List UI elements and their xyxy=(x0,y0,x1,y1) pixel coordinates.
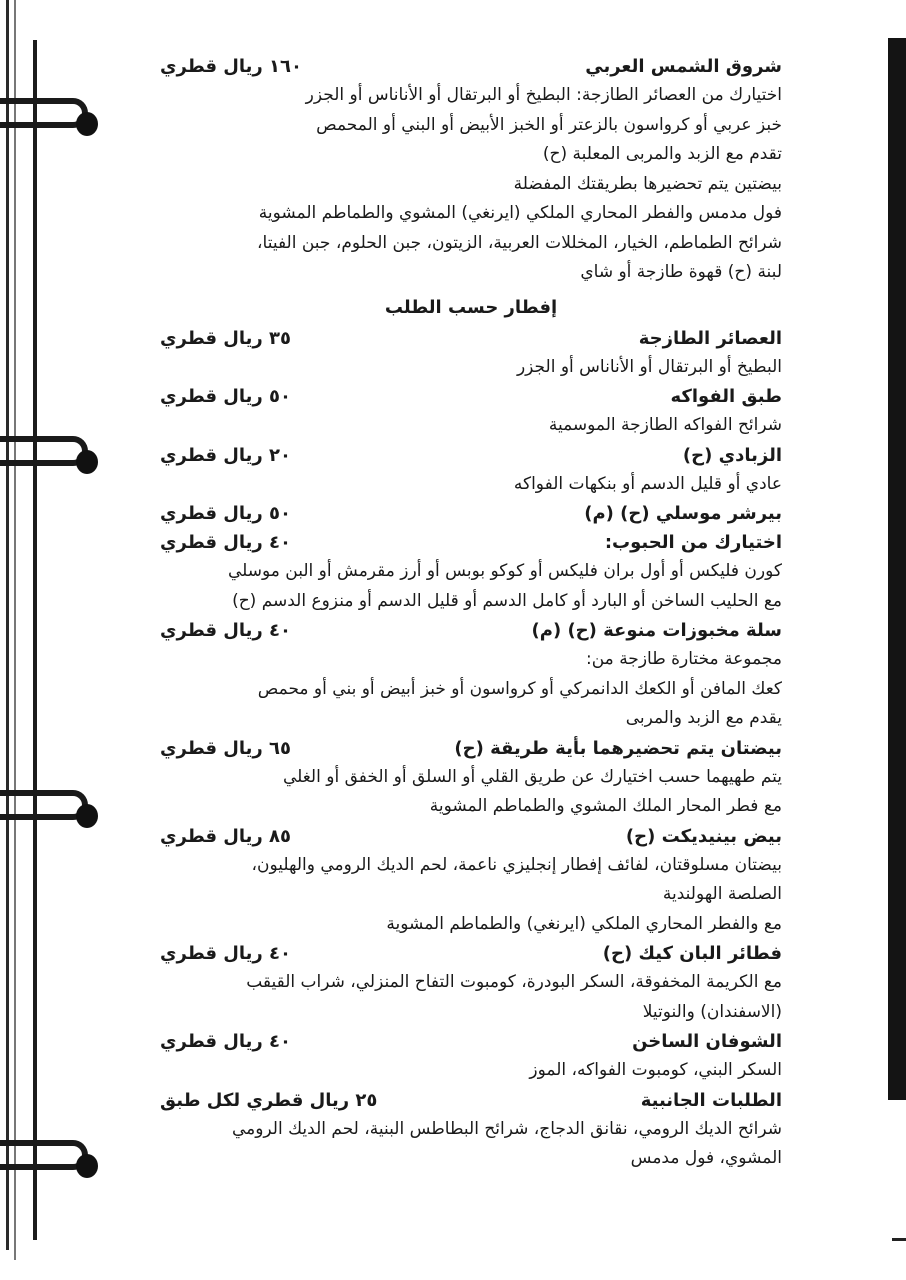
menu-item-description: كعك المافن أو الكعك الدانمركي أو كرواسون أو خبز أبيض أو بني أو محمص xyxy=(257,678,782,699)
menu-item xyxy=(160,382,782,441)
menu-item-header xyxy=(160,441,782,470)
menu-item-header xyxy=(160,616,782,645)
menu-item-header xyxy=(160,734,782,763)
menu-content xyxy=(160,52,782,1174)
menu-item-title: الشوفان الساخن xyxy=(632,1031,782,1052)
menu-item-description: (الاسفندان) والنوتيلا xyxy=(642,1001,782,1022)
menu-item-title: فطائر البان كيك (ح) xyxy=(602,943,782,964)
menu-item-price: ١٦٠ ريال قطري xyxy=(160,56,303,77)
menu-item-title: الطلبات الجانبية xyxy=(640,1089,782,1111)
menu-item-description: مع الكريمة المخفوقة، السكر البودرة، كومبوت التفاح المنزلي، شراب القيقب xyxy=(246,972,782,992)
menu-item-description: مجموعة مختارة طازجة من: xyxy=(586,649,782,669)
menu-item-description: كورن فليكس أو أول بران فليكس أو كوكو بوبس أو أرز مقرمش أو البن موسلي xyxy=(227,561,782,581)
menu-item-title: الزبادي (ح) xyxy=(682,444,782,466)
menu-item-price: ٦٥ ريال قطري xyxy=(160,737,292,759)
menu-item-title: سلة مخبوزات منوعة (ح) (م) xyxy=(531,620,782,641)
menu-item-description: عادي أو قليل الدسم أو بنكهات الفواكه xyxy=(513,473,782,494)
menu-item-description: البطيخ أو البرتقال أو الأناناس أو الجزر xyxy=(516,356,782,377)
menu-item-description: السكر البني، كومبوت الفواكه، الموز xyxy=(529,1060,782,1080)
menu-item-price: ٣٥ ريال قطري xyxy=(160,327,292,349)
menu-item-price: ٤٠ ريال قطري xyxy=(160,532,292,553)
menu-item xyxy=(160,499,782,528)
menu-item-description: فول مدمس والفطر المحاري الملكي (ايرنغي) المشوي والطماطم المشوية xyxy=(258,203,782,223)
binding-edge-inner xyxy=(14,0,16,1260)
menu-item-title: بيرشر موسلي (ح) (م) xyxy=(584,503,782,524)
menu-item xyxy=(160,939,782,1027)
menu-item xyxy=(160,528,782,616)
menu-item-title: طبق الفواكه xyxy=(670,386,782,407)
menu-item-description: يتم طهيهما حسب اختيارك عن طريق القلي أو السلق أو الخفق أو الغلي xyxy=(282,766,782,787)
menu-item-title: بيضتان يتم تحضيرهما بأية طريقة (ح) xyxy=(454,737,782,759)
menu-item-description: لبنة (ح) قهوة طازجة أو شاي xyxy=(580,262,782,282)
menu-item-description: مع الحليب الساخن أو البارد أو كامل الدسم أو قليل الدسم أو منزوع الدسم (ح) xyxy=(232,590,782,611)
menu-item-header xyxy=(160,324,782,353)
menu-item-description: اختيارك من العصائر الطازجة: البطيخ أو البرتقال أو الأناناس أو الجزر xyxy=(305,85,782,105)
menu-item-description: شرائح الطماطم، الخيار، المخللات العربية، الزيتون، جبن الحلوم، جبن الفيتا، xyxy=(257,232,782,253)
page-edge-mark xyxy=(892,1238,906,1241)
page-edge-bar xyxy=(888,38,906,1100)
binder-ring xyxy=(0,1140,100,1174)
menu-item-price: ٨٥ ريال قطري xyxy=(160,825,292,847)
menu-item-title: العصائر الطازجة xyxy=(638,327,782,349)
menu-item-description: شرائح الفواكه الطازجة الموسمية xyxy=(548,415,782,435)
menu-item-title: بيض بينيديكت (ح) xyxy=(625,825,782,847)
binder-ring xyxy=(0,436,100,470)
menu-item-description: تقدم مع الزبد والمربى المعلبة (ح) xyxy=(542,144,782,164)
menu-item-description: مع فطر المحار الملك المشوي والطماطم المشوية xyxy=(429,796,782,816)
binding-spine xyxy=(33,40,37,1240)
binder-ring xyxy=(0,98,100,132)
menu-item-header xyxy=(160,528,782,557)
menu-item-header xyxy=(160,1086,782,1115)
menu-item-header xyxy=(160,52,782,81)
menu-item-header xyxy=(160,1027,782,1056)
binding-edge xyxy=(6,0,9,1250)
menu-item-description: شرائح الديك الرومي، نقانق الدجاج، شرائح البطاطس البنية، لحم الديك الرومي xyxy=(231,1118,782,1139)
binder-ring xyxy=(0,790,100,824)
menu-item-description: بيضتين يتم تحضيرها بطريقتك المفضلة xyxy=(513,173,782,194)
menu-item xyxy=(160,52,782,288)
menu-item-price: ٢٥ ريال قطري لكل طبق xyxy=(160,1089,378,1111)
menu-item-title: اختيارك من الحبوب: xyxy=(604,532,782,553)
menu-item-price: ٥٠ ريال قطري xyxy=(160,503,292,524)
menu-item-description: خبز عربي أو كرواسون بالزعتر أو الخبز الأبيض أو البني أو المحمص xyxy=(316,114,782,135)
menu-item-price: ٥٠ ريال قطري xyxy=(160,386,292,407)
menu-item-title: شروق الشمس العربي xyxy=(585,56,782,77)
section-title: إفطار حسب الطلب xyxy=(384,296,558,318)
menu-item-price: ٢٠ ريال قطري xyxy=(160,444,292,466)
notebook-binding xyxy=(0,0,120,1280)
menu-item-header xyxy=(160,939,782,968)
menu-item-description: الصلصة الهولندية xyxy=(662,884,782,904)
menu-item-description: المشوي، فول مدمس xyxy=(630,1148,782,1168)
menu-item-description: بيضتان مسلوقتان، لفائف إفطار إنجليزي ناعمة، لحم الديك الرومي والهليون، xyxy=(251,854,782,875)
menu-item-header xyxy=(160,499,782,528)
menu-item xyxy=(160,324,782,383)
menu-item-description: مع والفطر المحاري الملكي (ايرنغي) والطماطم المشوية xyxy=(386,913,782,934)
menu-item-price: ٤٠ ريال قطري xyxy=(160,1031,292,1052)
menu-item-header xyxy=(160,382,782,411)
menu-item-header xyxy=(160,822,782,851)
menu-item xyxy=(160,1086,782,1174)
menu-item-price: ٤٠ ريال قطري xyxy=(160,620,292,641)
menu-item xyxy=(160,734,782,822)
menu-item xyxy=(160,1027,782,1086)
menu-item-price: ٤٠ ريال قطري xyxy=(160,943,292,964)
menu-item xyxy=(160,441,782,500)
menu-item xyxy=(160,822,782,940)
menu-item xyxy=(160,616,782,734)
menu-item-description: يقدم مع الزبد والمربى xyxy=(625,708,782,728)
